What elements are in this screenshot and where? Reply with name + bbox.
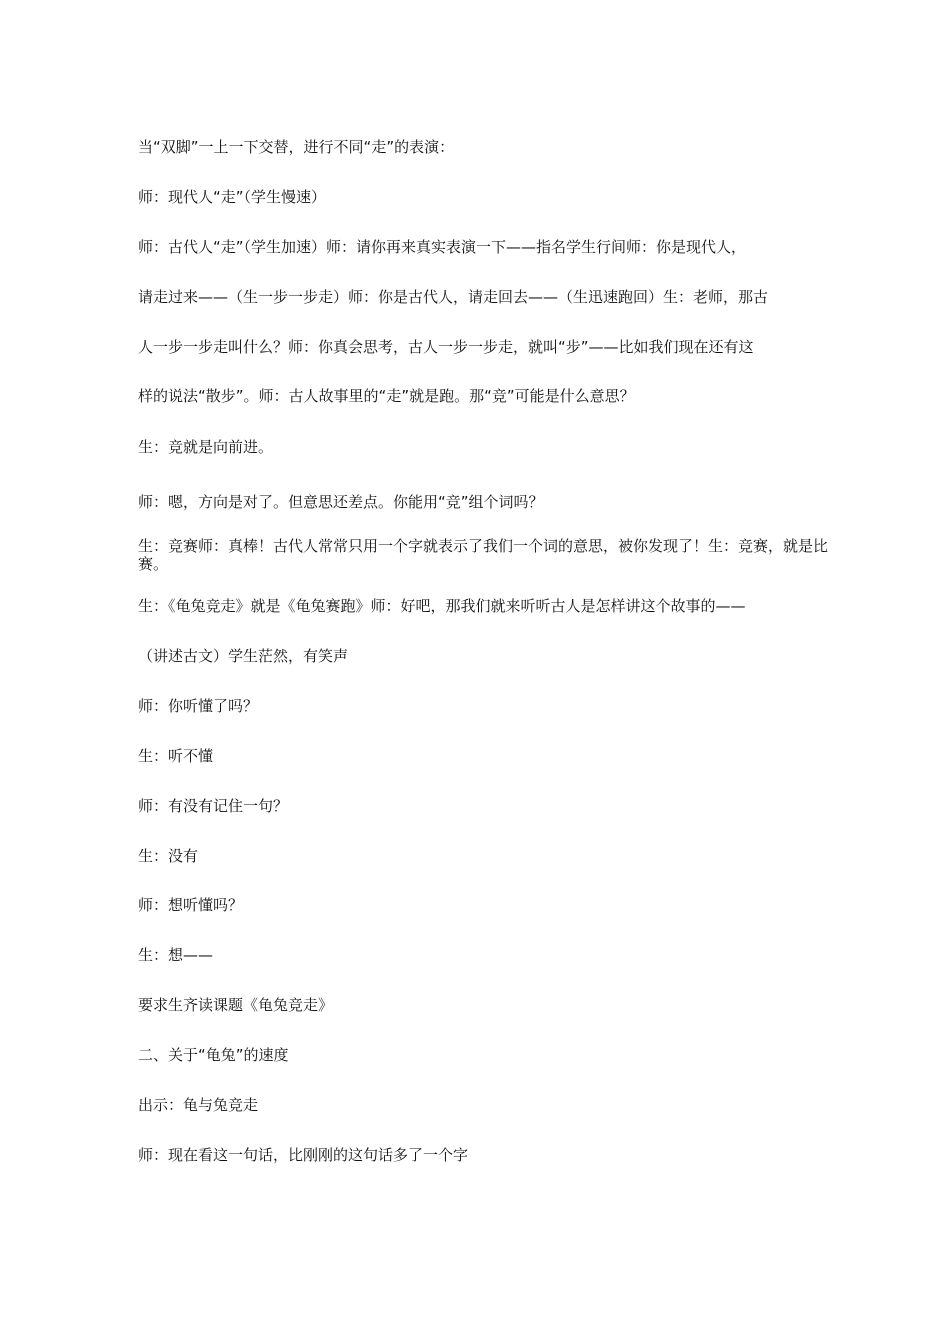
- text-line-5: 人一步一步走叫什么？师：你真会思考，古人一步一步走，就叫“步”——比如我们现在还有这: [138, 338, 754, 356]
- text-line-6: 样的说法“散步”。师：古人故事里的“走”就是跑。那“竞”可能是什么意思？: [138, 387, 635, 405]
- text-line-7: 生：竞就是向前进。: [138, 438, 274, 456]
- text-line-20: 出示：龟与兔竞走: [138, 1096, 259, 1114]
- text-line-1: 当“双脚”一上一下交替，进行不同“走”的表演：: [138, 138, 455, 156]
- text-line-10: 生：《龟兔竞走》就是《龟兔赛跑》师：好吧，那我们就来听听古人是怎样讲这个故事的——: [138, 597, 746, 615]
- text-line-13: 生：听不懂: [138, 747, 214, 765]
- text-line-3: 师：古代人“走”（学生加速）师：请你再来真实表演一下——指名学生行间师：你是现代人，: [138, 238, 747, 256]
- text-line-9: 生：竞赛师：真棒！古代人常常只用一个字就表示了我们一个词的意思，被你发现了！生：竞赛，就是比赛。: [138, 537, 829, 573]
- text-line-14: 师：有没有记住一句？: [138, 797, 289, 815]
- text-line-2: 师：现代人“走”（学生慢速）: [138, 188, 327, 206]
- text-line-8: 师：嗯，方向是对了。但意思还差点。你能用“竞”组个词吗？: [138, 493, 544, 511]
- text-line-11: （讲述古文）学生茫然，有笑声: [138, 647, 349, 665]
- text-line-4: 请走过来——（生一步一步走）师：你是古代人，请走回去——（生迅速跑回）生：老师，那古: [138, 288, 769, 306]
- text-line-15: 生：没有: [138, 847, 199, 865]
- text-line-12: 师：你听懂了吗？: [138, 697, 259, 715]
- text-line-17: 生：想——: [138, 946, 214, 964]
- text-line-21: 师：现在看这一句话，比刚刚的这句话多了一个字: [138, 1146, 469, 1164]
- text-line-18: 要求生齐读课题《龟兔竞走》: [138, 996, 334, 1014]
- text-line-16: 师：想听懂吗？: [138, 896, 244, 914]
- section-heading: 二、关于“龟兔”的速度: [138, 1046, 289, 1064]
